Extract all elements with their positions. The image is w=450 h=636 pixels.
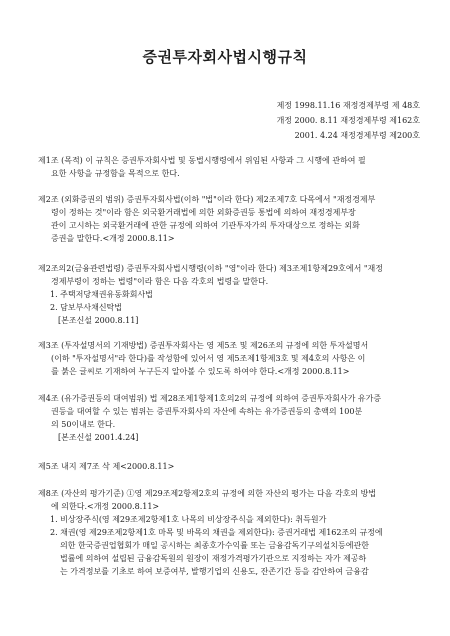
amendment-note: [본조신설 2000.8.11] — [58, 316, 139, 325]
article-1 — [38, 154, 420, 180]
article-text: 에 의한다.<개정 2000.8.11> — [51, 502, 160, 511]
article-text: 제8조 (자산의 평가기준) ①영 제29조제2항제2호의 규정에 의한 자산의 평가는 다음 각호의 방법 — [38, 489, 377, 498]
article-text: 제1조 (목적) 이 규칙은 증권투자회사법 및 동법시행령에서 위임된 사항과 그 시행에 관하여 필 — [38, 156, 366, 165]
article-text: 관이 고시하는 외국환거래에 관한 규정에 의하여 기관투자가의 투자대상으로 정하는 외화 — [51, 221, 360, 230]
enactment-line: 2001. 4.24 재정경제부령 제200호 — [294, 131, 420, 140]
article-text: 경제부령이 정하는 법령"이라 함은 다음 각호의 법령을 말한다. — [51, 277, 269, 286]
article-2-2 — [38, 262, 420, 327]
article-3 — [38, 339, 420, 378]
article-text: 령이 정하는 것"이라 함은 외국환거래법에 의한 외화증권등 통법에 의하여 재정경제부장 — [51, 208, 356, 217]
list-item: 1. 비상장주식(영 제29조제2항제1호 나목의 비상장주식을 제외한다): 취득원가 — [50, 515, 327, 524]
article-2 — [38, 193, 420, 245]
article-text: 제2조의2(금융관련법령) 증권투자회사법시행령(이하 "영"이라 한다) 제3조제1항제29호에서 "재정 — [38, 264, 383, 273]
document-title: 증권투자회사법시행규칙 — [142, 48, 308, 66]
article-text: 요한 사항을 규정함을 목적으로 한다. — [51, 169, 180, 178]
list-item: 1. 주택저당채권유동화회사법 — [50, 290, 153, 299]
enactment-line: 제정 1998.11.16 재정경제부령 제 48호 — [276, 101, 420, 110]
list-item-text: 의한 한국증권업협회가 매일 공시하는 최종호가수익률 또는 금융감독기구의설치등에관한 — [60, 541, 369, 550]
list-item-text: 는 가격정보를 기초로 하여 보증여부, 발행기업의 신용도, 잔존기간 등을 감안하여 금융감 — [60, 567, 369, 576]
article-text: 를 붉은 글씨로 기재하여 누구든지 알아볼 수 있도록 하여야 한다.<개정 2000.8.11> — [51, 367, 350, 376]
list-item: 2. 담보부사채신탁법 — [50, 303, 122, 312]
article-text: 제4조 (유가증권등의 대여범위) 법 제28조제1항제1호의2의 규정에 의하여 증권투자회사가 유가증 — [38, 394, 382, 403]
amendment-note: [본조신설 2001.4.24] — [58, 433, 139, 442]
list-item: 2. 채권(영 제29조제2항제1호 마목 및 바목의 채권을 제외한다): 증권거래법 제162조의 규정에 — [50, 528, 383, 537]
article-text: 제5조 내지 제7조 삭 제<2000.8.11> — [38, 462, 175, 471]
article-8 — [38, 487, 420, 578]
article-text: 의 50이내로 한다. — [51, 420, 116, 429]
list-item-text: 법률에 의하여 설립된 금융감독원의 원장이 재정가격평가기관으로 지정하는 자가 제공하 — [60, 554, 367, 563]
enactment-history — [277, 98, 420, 143]
article-text: 권등을 대여할 수 있는 범위는 증권투자회사의 자산에 속하는 유가증권등의 총액의 100분 — [51, 407, 363, 416]
article-5-7 — [38, 460, 420, 473]
enactment-line: 개정 2000. 8.11 재정경제부령 제162호 — [276, 116, 420, 125]
article-4 — [38, 392, 420, 444]
article-text: 증권을 말한다.<개정 2000.8.11> — [51, 234, 175, 243]
article-text: (이하 "투자설명서"라 한다)를 작성함에 있어서 영 제5조제1항제3호 및 제4호의 사항은 이 — [51, 354, 366, 363]
article-text: 제3조 (투자설명서의 기재방법) 증권투자회사는 영 제5조 및 제26조의 규정에 의한 투자설명서 — [38, 341, 369, 350]
article-text: 제2조 (외화증권의 범위) 증권투자회사법(이하 "법"이라 한다) 제2조제7호 다목에서 "재정경제부 — [38, 195, 376, 204]
